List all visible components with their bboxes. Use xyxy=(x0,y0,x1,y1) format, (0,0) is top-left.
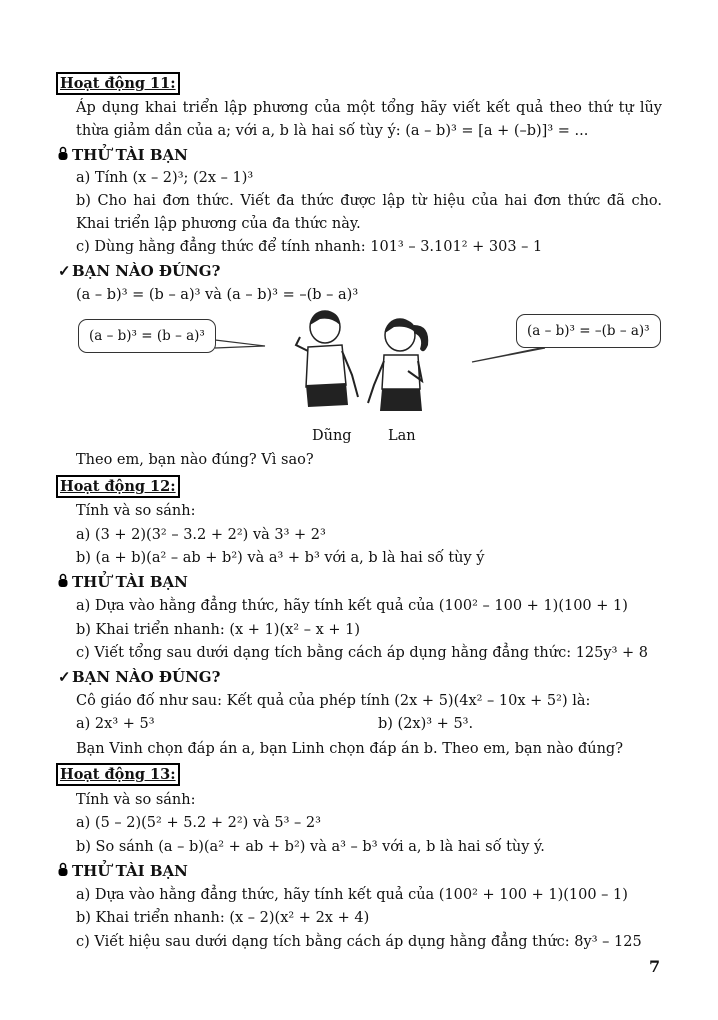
try-item: c) Viết tổng sau dưới dạng tích bằng cách áp dụng hằng đẳng thức: 125y³ + 8 xyxy=(76,645,648,661)
try-item: a) Dựa vào hằng đẳng thức, hãy tính kết quả của (100² – 100 + 1)(100 + 1) xyxy=(76,598,628,614)
activity-12-text: a) (3 + 2)(3² – 3.2 + 2²) và 3³ + 2³ xyxy=(76,527,326,543)
try-item: a) Dựa vào hằng đẳng thức, hãy tính kết quả của (100² + 100 + 1)(100 – 1) xyxy=(76,887,628,903)
who-title-text: BẠN NÀO ĐÚNG? xyxy=(72,262,221,280)
name-dung: Dũng xyxy=(312,428,352,444)
try-section-title xyxy=(58,573,188,591)
padlock-icon xyxy=(58,862,70,880)
question: Bạn Vinh chọn đáp án a, bạn Linh chọn đáp án b. Theo em, bạn nào đúng? xyxy=(76,741,623,757)
padlock-icon xyxy=(58,573,70,591)
girl-figure xyxy=(368,319,428,411)
activity-11-heading: Hoạt động 11: xyxy=(56,72,180,95)
who-statement: (a – b)³ = (b – a)³ và (a – b)³ = –(b – a)³ xyxy=(76,287,359,303)
activity-12-text: b) (a + b)(a² – ab + b²) và a³ + b³ với a, b là hai số tùy ý xyxy=(76,550,485,566)
question: Theo em, bạn nào đúng? Vì sao? xyxy=(76,452,314,468)
who-section-title xyxy=(58,668,220,686)
activity-12-text: Tính và so sánh: xyxy=(76,503,196,519)
activity-13-text: b) So sánh (a – b)(a² + ab + b²) và a³ – b³ với a, b là hai số tùy ý. xyxy=(76,839,545,855)
name-lan: Lan xyxy=(388,428,416,444)
page-number: 7 xyxy=(649,957,661,976)
who-statement: Cô giáo đố như sau: Kết quả của phép tính (2x + 5)(4x² – 10x + 5²) là: xyxy=(76,693,591,709)
try-item: b) Khai triển nhanh: (x – 2)(x² + 2x + 4) xyxy=(76,910,370,926)
activity-12-heading: Hoạt động 12: xyxy=(56,475,180,498)
try-item: b) Cho hai đơn thức. Viết đa thức được lập từ hiệu của hai đơn thức đã cho. xyxy=(76,193,662,209)
try-item: c) Viết hiệu sau dưới dạng tích bằng cách áp dụng hằng đẳng thức: 8y³ – 125 xyxy=(76,934,642,950)
checkmark-icon: ✓ xyxy=(58,262,71,280)
speech-bubble-dung: (a – b)³ = (b – a)³ xyxy=(78,319,216,353)
option-b: b) (2x)³ + 5³. xyxy=(378,716,474,732)
option-a: a) 2x³ + 5³ xyxy=(76,716,155,732)
children-illustration xyxy=(290,305,450,417)
try-item: c) Dùng hằng đẳng thức để tính nhanh: 101³ – 3.101² + 303 – 1 xyxy=(76,239,543,255)
activity-13-text: a) (5 – 2)(5² + 5.2 + 2²) và 5³ – 2³ xyxy=(76,815,321,831)
activity-11-text: Áp dụng khai triển lập phương của một tổng hãy viết kết quả theo thứ tự lũy xyxy=(76,100,662,116)
try-title-text: THỬ TÀI BẠN xyxy=(72,862,188,880)
activity-13-heading: Hoạt động 13: xyxy=(56,763,180,786)
try-section-title xyxy=(58,146,188,164)
try-title-text: THỬ TÀI BẠN xyxy=(72,146,188,164)
checkmark-icon: ✓ xyxy=(58,668,71,686)
activity-13-text: Tính và so sánh: xyxy=(76,792,196,808)
padlock-icon xyxy=(58,146,70,164)
try-item: Khai triển lập phương của đa thức này. xyxy=(76,216,361,232)
speech-bubble-lan: (a – b)³ = –(b – a)³ xyxy=(516,314,661,348)
try-section-title xyxy=(58,862,188,880)
boy-figure xyxy=(296,311,358,407)
try-item: a) Tính (x – 2)³; (2x – 1)³ xyxy=(76,170,254,186)
who-section-title xyxy=(58,262,220,280)
try-item: b) Khai triển nhanh: (x + 1)(x² – x + 1) xyxy=(76,622,360,638)
activity-11-text: thừa giảm dần của a; với a, b là hai số tùy ý: (a – b)³ = [a + (–b)]³ = ... xyxy=(76,123,589,139)
try-title-text: THỬ TÀI BẠN xyxy=(72,573,188,591)
who-title-text: BẠN NÀO ĐÚNG? xyxy=(72,668,221,686)
